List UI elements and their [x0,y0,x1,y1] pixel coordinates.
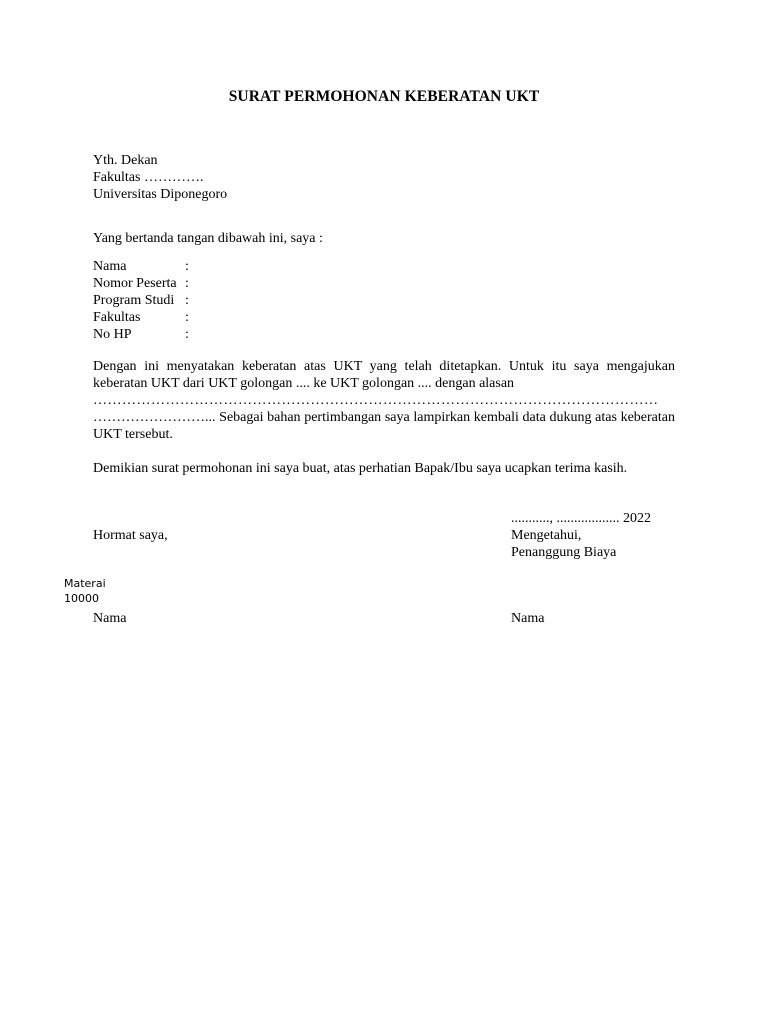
closing-paragraph: Demikian surat permohonan ini saya buat, atas perhatian Bapak/Ibu saya ucapkan terima kasih. [93,461,628,476]
field-name [93,258,675,275]
reason-dots-line: ……………………………………………………………………………………………………… [93,393,659,408]
date-line: ..........., .................. 2022 [511,511,651,526]
addressee-block [93,152,675,203]
stamp-label: Materai [64,577,106,590]
field-phone [93,326,675,343]
addressee-line-faculty: Fakultas …………. [93,170,204,185]
field-label: Nomor Peserta [93,276,177,291]
field-separator: : [185,310,189,325]
letter-title: SURAT PERMOHONAN KEBERATAN UKT [228,88,540,105]
identity-fields [93,258,675,343]
field-separator: : [185,327,189,342]
field-separator: : [185,293,189,308]
field-label: Fakultas [93,310,141,325]
field-label: No HP [93,327,132,342]
addressee-line-dean: Yth. Dekan [93,153,158,168]
field-label: Program Studi [93,293,175,308]
guarantor-text: Penanggung Biaya [511,545,617,560]
signature-name-right: Nama [511,611,545,626]
stamp-placeholder [64,576,106,606]
field-participant-number [93,275,675,292]
regards-text: Hormat saya, [93,528,168,543]
statement-continuation: ……………………... Sebagai bahan pertimbangan saya lampirkan kembali data dukung atas keberatan UKT tersebut. [93,410,675,442]
field-separator: : [185,276,189,291]
stamp-value: 10000 [64,592,99,605]
addressee-line-university: Universitas Diponegoro [93,187,228,202]
field-separator: : [185,259,189,274]
acknowledged-text: Mengetahui, [511,528,582,543]
field-study-program [93,292,675,309]
field-label: Nama [93,259,127,274]
field-faculty [93,309,675,326]
intro-text: Yang bertanda tangan dibawah ini, saya : [93,231,323,246]
statement-paragraph [93,358,675,443]
signature-name-left: Nama [93,611,127,626]
statement-text: Dengan ini menyatakan keberatan atas UKT yang telah ditetapkan. Untuk itu saya mengajukan keberatan UKT dari UKT golongan .... ke UKT golongan .... dengan alasan [93,359,675,391]
